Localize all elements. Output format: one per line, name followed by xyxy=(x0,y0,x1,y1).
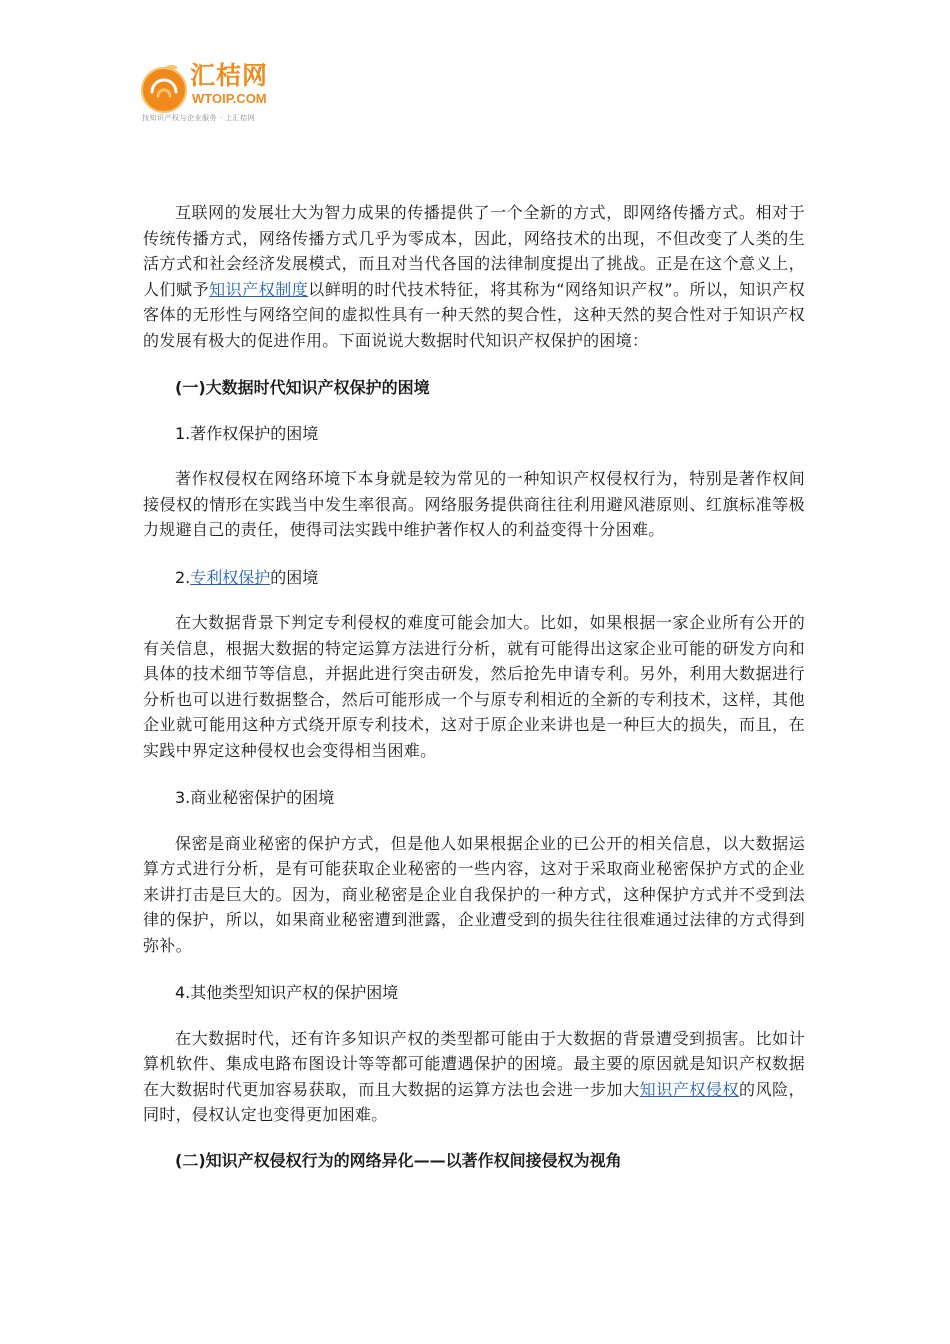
logo-slogan: 找知识产权与企业服务 · 上汇桔网 xyxy=(142,114,256,122)
subheading-other-ip: 4.其他类型知识产权的保护困境 xyxy=(175,983,399,1002)
subheading-trade-secret: 3.商业秘密保护的困境 xyxy=(175,788,335,807)
subheading-patent xyxy=(143,565,805,591)
ip-infringement-link[interactable]: 知识产权侵权 xyxy=(639,1079,740,1099)
copyright-paragraph: 著作权侵权在网络环境下本身就是较为常见的一种知识产权侵权行为，特别是著作权间接侵权的情形在实践当中发生率很高。网络服务提供商往往利用避风港原则、红旗标准等极力规避自己的责任，使得司法实践中维护著作权人的利益变得十分困难。 xyxy=(143,469,805,539)
logo-name-en: WTOIP.COM xyxy=(192,91,267,106)
intro-paragraph xyxy=(143,200,805,353)
subheading-patent-prefix: 2. xyxy=(175,567,191,587)
site-logo[interactable] xyxy=(138,60,298,126)
other-ip-paragraph xyxy=(143,1026,805,1128)
intro-text-start: 互联网的发展壮大为智力成果的传播提供了一个全新的方式，即网络传播方式。相对于传统传播方式，网络传播方式几乎为零成本，因此，网络技术的出现，不但改变了人类的生活方式和社会经济发展模式，而且对当代各国的法律制度提出了挑战。正是在这个意义上，人们赋予 xyxy=(143,203,805,299)
other-ip-text-end: 的风险，同时，侵权认定也变得更加困难。 xyxy=(143,1079,805,1124)
subheading-copyright: 1.著作权保护的困境 xyxy=(175,423,319,443)
logo-name-cn: 汇桔网 xyxy=(190,61,269,90)
section-heading-1: (一)大数据时代知识产权保护的困境 xyxy=(175,378,430,397)
patent-protection-link[interactable]: 专利权保护 xyxy=(190,567,271,587)
other-ip-text-start: 在大数据时代，还有许多知识产权的类型都可能由于大数据的背景遭受到损害。比如计算机软件、集成电路布图设计等等都可能遭遇保护的困境。最主要的原因就是知识产权数据在大数据时代更加容易获取，而且大数据的运算方法也会进一步加大 xyxy=(143,1028,805,1099)
orange-logo-icon xyxy=(138,62,190,114)
subheading-patent-suffix: 的困境 xyxy=(270,567,319,587)
section-heading-2: (二)知识产权侵权行为的网络异化——以著作权间接侵权为视角 xyxy=(175,1150,622,1170)
ip-system-link[interactable]: 知识产权制度 xyxy=(209,279,309,299)
intro-text-end: 以鲜明的时代技术特征，将其称为“网络知识产权”。所以，知识产权客体的无形性与网络空间的虚拟性具有一种天然的契合性，这种天然的契合性对于知识产权的发展有极大的促进作用。下面说说大数据时代知识产权保护的困境： xyxy=(143,279,805,350)
trade-secret-paragraph: 保密是商业秘密的保护方式，但是他人如果根据企业的已公开的相关信息，以大数据运算方式进行分析，是有可能获取企业秘密的一些内容，这对于采取商业秘密保护方式的企业来讲打击是巨大的。因为，商业秘密是企业自我保护的一种方式，这种保护方式并不受到法律的保护，所以，如果商业秘密遭到泄露，企业遭受到的损失往往很难通过法律的方式得到弥补。 xyxy=(143,833,805,955)
article-body xyxy=(143,200,805,1173)
patent-paragraph: 在大数据背景下判定专利侵权的难度可能会加大。比如，如果根据一家企业所有公开的有关信息，根据大数据的特定运算方法进行分析，就有可能得出这家企业可能的研发方向和具体的技术细节等信息，并据此进行突击研发，然后抢先申请专利。另外，利用大数据进行分析也可以进行数据整合，然后可能形成一个与原专利相近的全新的专利技术，这样，其他企业就可能用这种方式绕开原专利技术，这对于原企业来讲也是一种巨大的损失，而且，在实践中界定这种侵权也会变得相当困难。 xyxy=(143,613,805,760)
